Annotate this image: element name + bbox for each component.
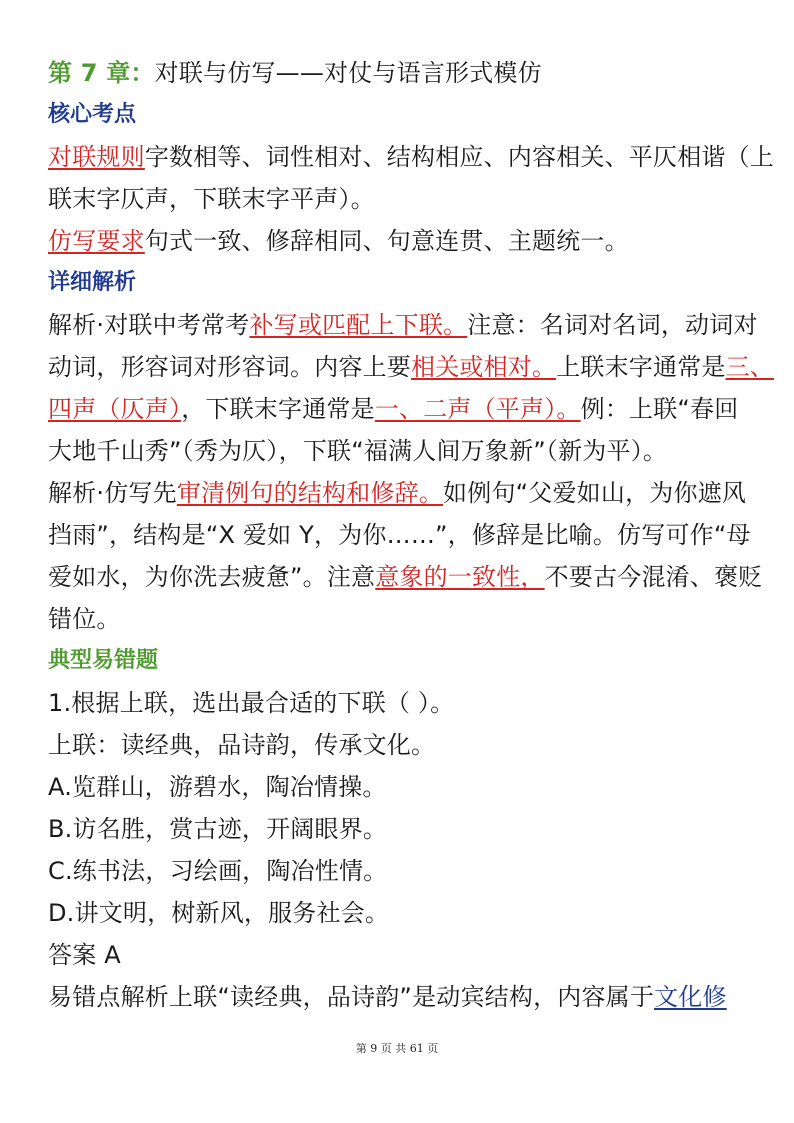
analysis-line — [48, 976, 748, 1018]
imitation-line — [48, 220, 748, 262]
option-c: C.练书法，习绘画，陶冶性情。 — [48, 857, 388, 885]
option-a: A.览群山，游碧水，陶冶情操。 — [48, 773, 387, 801]
chapter-title — [48, 52, 748, 94]
detail-p2-line-1 — [48, 472, 748, 514]
question-upper: 上联：读经典，品诗韵，传承文化。 — [48, 731, 436, 759]
highlight: 四声（仄声） — [48, 395, 182, 423]
detail-p2-line-3 — [48, 556, 763, 598]
detail-p1-line-1 — [48, 304, 758, 346]
chapter-title-text: 对联与仿写——对仗与语言形式模仿 — [154, 59, 542, 87]
highlight: 三、 — [725, 353, 775, 381]
detail-p1-line-3 — [48, 388, 748, 430]
option-b: B.访名胜，赏古迹，开阔眼界。 — [48, 815, 388, 843]
text: 解析·仿写先 — [48, 479, 177, 507]
text: 上联末字通常是 — [556, 353, 726, 381]
highlight: 意象的一致性， — [375, 563, 545, 591]
question-stem: 1.根据上联，选出最合适的下联（ ）。 — [48, 689, 455, 717]
detail-p2-line-2: 挡雨”，结构是“X 爱如 Y，为你……”，修辞是比喻。仿写可作“母 — [48, 521, 751, 549]
core-heading: 核心考点 — [48, 102, 137, 127]
answer: 答案 A — [48, 941, 121, 969]
option-d: D.讲文明，树新风，服务社会。 — [48, 899, 390, 927]
detail-p2-line-4: 错位。 — [48, 605, 121, 633]
analysis-link: 文化修 — [654, 983, 727, 1011]
highlight: 相关或相对。 — [411, 353, 557, 381]
text: 如例句“父爱如山，为你遮风 — [443, 479, 747, 507]
imitation-label: 仿写要求 — [48, 227, 145, 255]
rule-label: 对联规则 — [48, 143, 145, 171]
text: 爱如水，为你洗去疲惫”。注意 — [48, 563, 376, 591]
detail-p1-line-4: 大地千山秀”（秀为仄），下联“福满人间万象新”（新为平）。 — [48, 437, 668, 465]
text: ，下联末字通常是 — [181, 395, 375, 423]
text: 注意：名词对名词，动词对 — [467, 311, 758, 339]
text: 解析·对联中考常考 — [48, 311, 250, 339]
highlight: 补写或匹配上下联。 — [249, 311, 468, 339]
imitation-text: 句式一致、修辞相同、句意连贯、主题统一。 — [144, 227, 629, 255]
page-footer: 第 9 页 共 61 页 — [355, 1042, 439, 1055]
text: 不要古今混淆、褒贬 — [544, 563, 763, 591]
text: 动词，形容词对形容词。内容上要 — [48, 353, 411, 381]
rule-text-1: 字数相等、词性相对、结构相应、内容相关、平仄相谐（上 — [144, 143, 775, 171]
text: 例：上联“春回 — [580, 395, 739, 423]
text: 易错点解析上联“读经典，品诗韵”是动宾结构，内容属于 — [48, 983, 655, 1011]
error-heading: 典型易错题 — [48, 648, 159, 673]
highlight: 审清例句的结构和修辞。 — [176, 479, 444, 507]
highlight: 一、二声（平声）。 — [374, 395, 581, 423]
page-content — [48, 52, 775, 1018]
rule-line-1 — [48, 136, 775, 178]
detail-heading: 详细解析 — [48, 270, 137, 295]
chapter-tag: 第 7 章： — [48, 59, 155, 87]
rule-line-2: 联末字仄声，下联末字平声）。 — [48, 185, 375, 213]
detail-p1-line-2 — [48, 346, 775, 388]
